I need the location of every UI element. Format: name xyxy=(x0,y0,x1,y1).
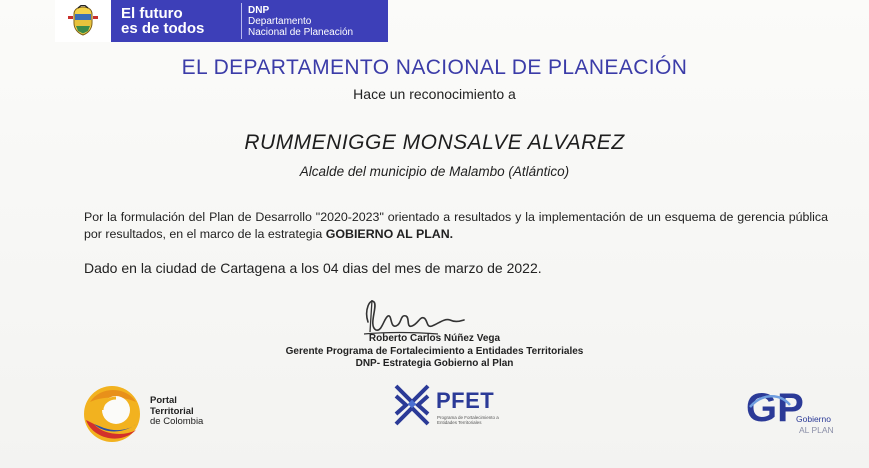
signatory-name: Roberto Carlos Núñez Vega xyxy=(368,333,501,344)
header-banner xyxy=(55,0,388,42)
recipient-role: Alcalde del municipio de Malambo (Atlántico) xyxy=(299,164,570,179)
gp-word: Gobierno xyxy=(796,414,831,424)
portal-territorial-logo xyxy=(80,380,240,446)
slogan-line2: es de todos xyxy=(121,20,205,37)
portal-line2: Territorial xyxy=(150,405,194,417)
gp-letters: GP xyxy=(746,386,804,427)
org-line2: Nacional de Planeación xyxy=(248,26,354,38)
gobierno-al-plan-logo xyxy=(746,385,850,439)
signatory-unit: DNP- Estrategia Gobierno al Plan xyxy=(355,358,514,369)
org-name xyxy=(248,5,353,38)
banner-divider xyxy=(241,3,242,39)
signature-block xyxy=(0,333,869,371)
pfet-emblem-icon xyxy=(392,382,434,428)
recognition-paragraph xyxy=(84,209,828,243)
certificate-subtitle: Hace un reconocimiento a xyxy=(353,86,516,102)
gp-plan: AL PLAN xyxy=(799,425,834,435)
date-line: Dado en la ciudad de Cartagena a los 04 dias del mes de marzo de 2022. xyxy=(84,260,542,276)
slogan xyxy=(111,6,239,36)
portal-text xyxy=(150,396,203,428)
certificate-title: EL DEPARTAMENTO NACIONAL DE PLANEACIÓN xyxy=(181,56,688,79)
recognition-text: Por la formulación del Plan de Desarrollo "2020-2023" orientado a resultados y la implementación de un esquema de gerencia pública por resultados, en el marco de la estrategia xyxy=(84,210,828,241)
portal-territorial-emblem-icon xyxy=(80,380,146,446)
recipient-name: RUMMENIGGE MONSALVE ALVAREZ xyxy=(244,131,625,154)
org-line1: Departamento xyxy=(248,15,312,27)
seal-box xyxy=(55,0,111,42)
portal-line3: de Colombia xyxy=(150,416,204,427)
portal-line1: Portal xyxy=(150,395,177,406)
slogan-line1: El futuro xyxy=(121,5,183,22)
pfet-name: PFET xyxy=(436,388,495,413)
pfet-subtitle: Programa de Fortalecimiento a Entidades Territoriales xyxy=(437,415,499,425)
strategy-name: GOBIERNO AL PLAN. xyxy=(325,227,454,241)
org-acronym: DNP xyxy=(248,4,270,16)
signatory-position: Gerente Programa de Fortalecimiento a Entidades Territoriales xyxy=(285,345,584,357)
banner-blue-block xyxy=(111,0,388,42)
pfet-logo xyxy=(392,382,507,434)
colombia-coat-of-arms-icon xyxy=(68,5,98,37)
